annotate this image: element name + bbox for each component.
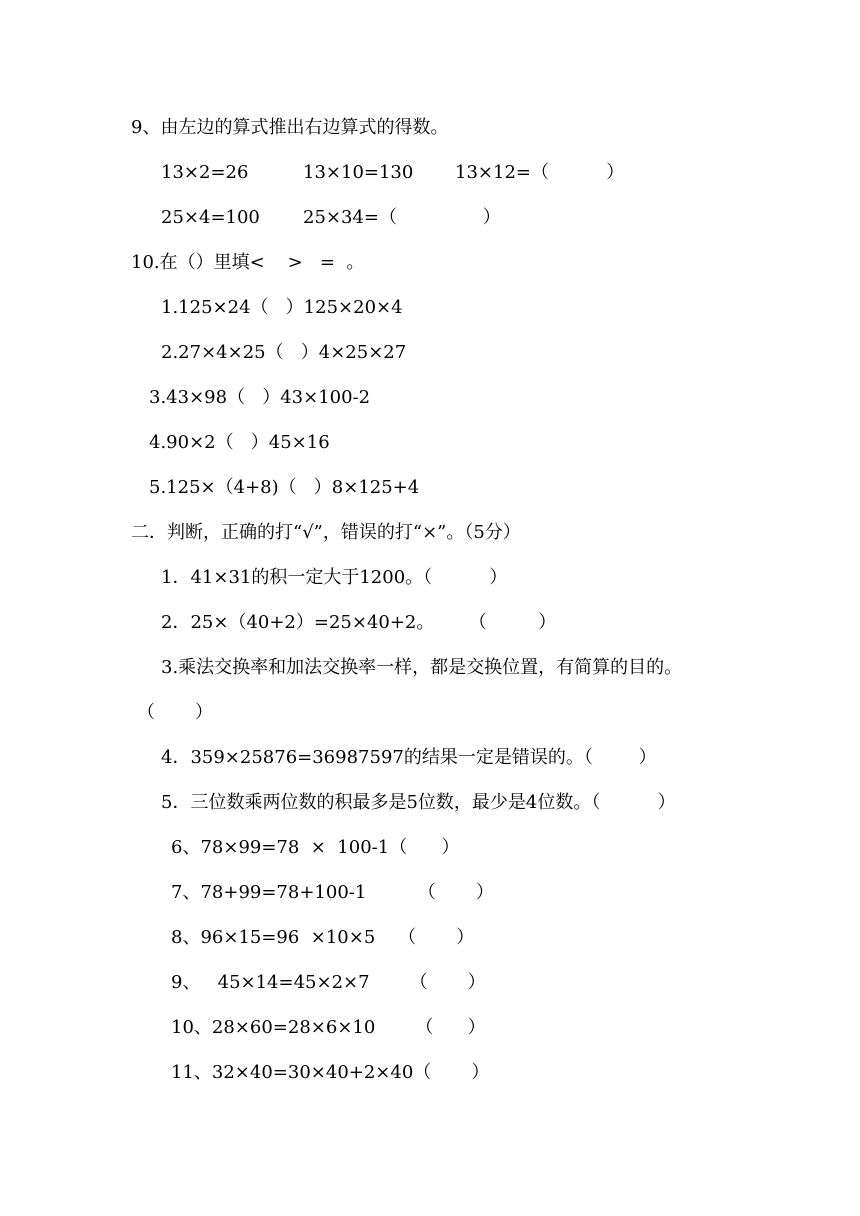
- judge-item-8: 8、96×15=96 ×10×5 （ ）: [171, 927, 475, 948]
- judge-item-7: 7、78+99=78+100-1 （ ）: [171, 882, 494, 903]
- question-10-title: 10.在（）里填< > = 。: [131, 252, 365, 273]
- judge-item-11: 11、32×40=30×40+2×40（ ）: [171, 1062, 490, 1083]
- judge-item-3-answer: （ ）: [137, 702, 214, 723]
- section-2-title: 二．判断，正确的打“√”，错误的打“×”。（5分）: [131, 522, 521, 543]
- judge-item-6: 6、78×99=78 × 100-1（ ）: [171, 837, 460, 858]
- q10-item-1: 1.125×24（ ）125×20×4: [161, 297, 403, 318]
- judge-item-9: 9、 45×14=45×2×7 （ ）: [171, 972, 486, 993]
- judge-item-1: 1．41×31的积一定大于1200。（ ）: [161, 567, 508, 588]
- judge-item-4: 4．359×25876=36987597的结果一定是错误的。（ ）: [161, 747, 657, 768]
- q10-item-5: 5.125×（4+8)（ ）8×125+4: [149, 477, 420, 498]
- judge-item-10: 10、28×60=28×6×10 （ ）: [171, 1017, 486, 1038]
- q10-item-4: 4.90×2（ ）45×16: [149, 432, 330, 453]
- q9-example-1: 13×2=26: [161, 162, 249, 183]
- q9-blank-2: 25×34=（ ）: [303, 207, 501, 228]
- q9-example-2: 13×10=130: [303, 162, 414, 183]
- judge-item-3: 3.乘法交换率和加法交换率一样，都是交换位置，有简算的目的。: [161, 657, 683, 678]
- judge-item-5: 5．三位数乘两位数的积最多是5位数，最少是4位数。（ ）: [161, 792, 676, 813]
- q9-blank-1: 13×12=（ ）: [455, 162, 625, 183]
- q9-example-3: 25×4=100: [161, 207, 260, 228]
- question-9-title: 9、由左边的算式推出右边算式的得数。: [131, 117, 449, 138]
- q10-item-2: 2.27×4×25（ ）4×25×27: [161, 342, 407, 363]
- judge-item-2: 2．25×（40+2）=25×40+2。 （ ）: [161, 612, 557, 633]
- q10-item-3: 3.43×98（ ）43×100-2: [149, 387, 371, 408]
